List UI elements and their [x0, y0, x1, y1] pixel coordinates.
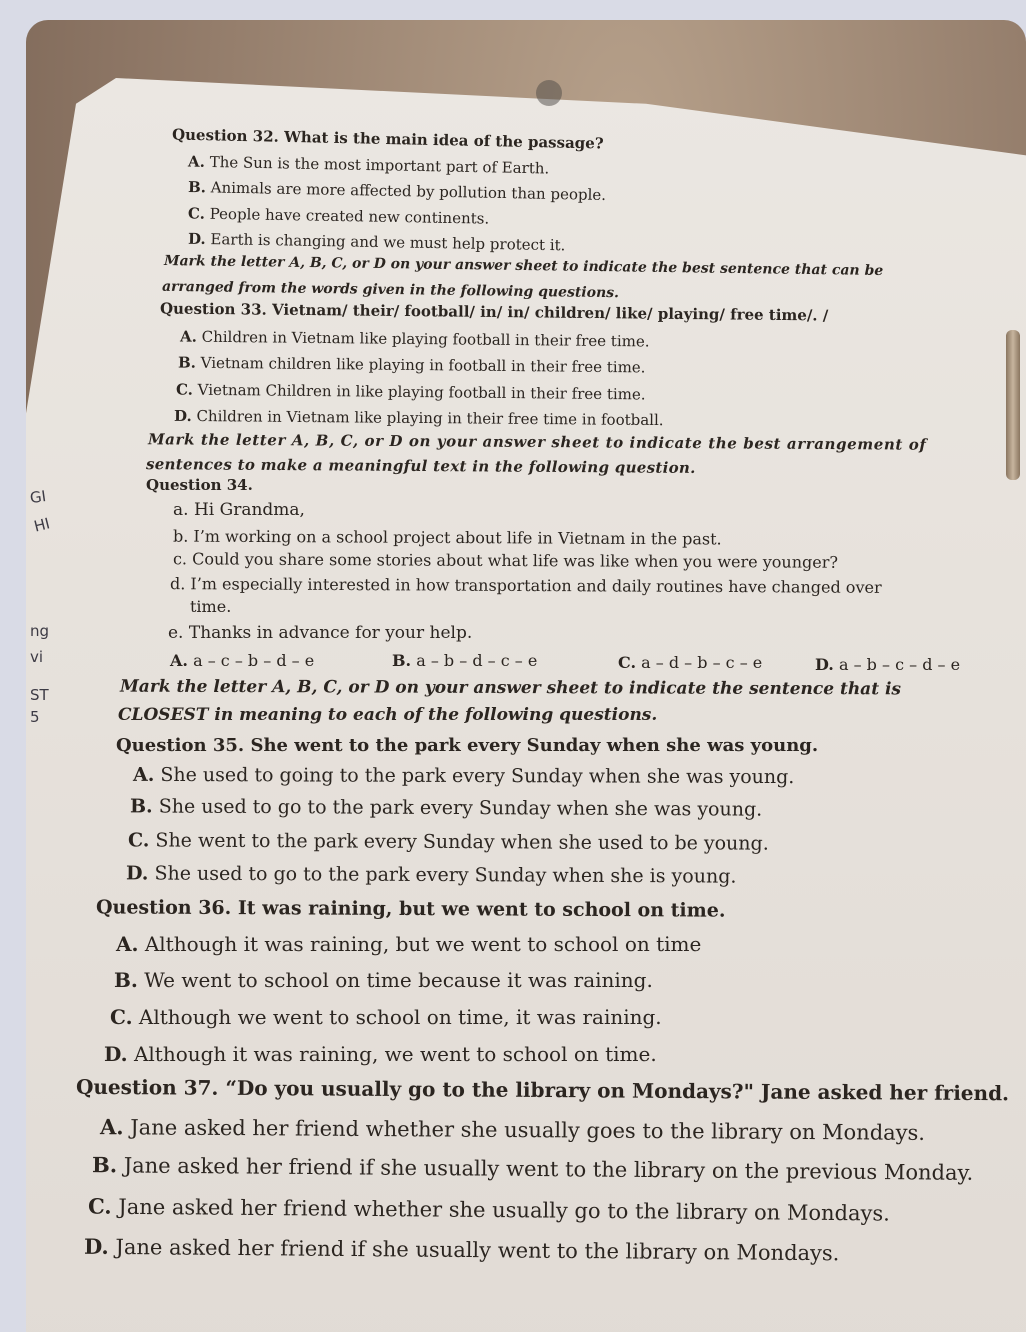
q37-option-c[interactable]: C. Jane asked her friend whether she usually go to the library on Mondays. — [87, 1193, 890, 1226]
q34-option-b[interactable]: B. a – b – d – c – e — [392, 651, 538, 670]
q37-option-a[interactable]: A. Jane asked her friend whether she usually goes to the library on Mondays. — [99, 1114, 926, 1145]
q35-option-a[interactable]: A. She used to going to the park every Sunday when she was young. — [132, 763, 795, 789]
q37-option-d[interactable]: D. Jane asked her friend if she usually went to the library on Mondays. — [83, 1233, 840, 1266]
q36-option-b[interactable]: B. We went to school on time because it was raining. — [114, 968, 653, 992]
q35-option-d[interactable]: D. She used to go to the park every Sunday when she is young. — [125, 862, 737, 888]
q34-item-b: b. I’m working on a school project about life in Vietnam in the past. — [172, 526, 722, 549]
q35-option-b[interactable]: B. She used to go to the park every Sunday when she was young. — [129, 795, 763, 821]
q33-option-a[interactable]: A. Children in Vietnam like playing football in their free time. — [179, 327, 650, 351]
q35-option-c[interactable]: C. She went to the park every Sunday when she used to be young. — [127, 829, 769, 855]
question-35-stem: Question 35. She went to the park every Sunday when she was young. — [116, 735, 819, 756]
q33-option-d[interactable]: D. Children in Vietnam like playing in their free time in football. — [173, 406, 664, 430]
margin-fragment: GI — [28, 486, 48, 508]
q34-item-c: c. Could you share some stories about what life was like when you were younger? — [172, 549, 839, 572]
question-36-stem: Question 36. It was raining, but we went to school on time. — [95, 896, 726, 922]
margin-fragment: vi — [30, 648, 44, 666]
instruction-arrange-words-2: arranged from the words given in the following questions. — [161, 278, 620, 302]
q36-option-c[interactable]: C. Although we went to school on time, it was raining. — [110, 1005, 662, 1029]
q34-item-d: d. I’m especially interested in how transportation and daily routines have changed over — [169, 574, 882, 597]
margin-fragment: 5 — [30, 708, 40, 726]
q34-item-a: a. Hi Grandma, — [173, 500, 305, 520]
question-32-stem: Question 32. What is the main idea of the passage? — [171, 125, 604, 153]
q37-option-b[interactable]: B. Jane asked her friend if she usually went to the library on the previous Monday. — [91, 1152, 974, 1185]
q32-option-c[interactable]: C. People have created new continents. — [187, 204, 490, 228]
q32-option-d[interactable]: D. Earth is changing and we must help protect it. — [187, 229, 566, 255]
q32-option-b[interactable]: B. Animals are more affected by pollution than people. — [187, 177, 607, 205]
question-37-stem: Question 37. “Do you usually go to the library on Mondays?" Jane asked her friend. — [75, 1074, 1010, 1106]
q33-option-b[interactable]: B. Vietnam children like playing in football in their free time. — [177, 353, 646, 377]
margin-fragment: HI — [32, 514, 52, 536]
q34-option-d[interactable]: D. a – b – c – d – e — [815, 655, 961, 674]
margin-fragment: ST — [30, 686, 49, 704]
q34-item-d-cont: time. — [190, 597, 232, 616]
instruction-arrange-text-1: Mark the letter A, B, C, or D on your answer sheet to indicate the best arrangement of — [147, 430, 927, 454]
instruction-arrange-words-1: Mark the letter A, B, C, or D on your answer sheet to indicate the best sentence that can be — [163, 252, 884, 280]
question-33-stem: Question 33. Vietnam/ their/ football/ in/ in/ children/ like/ playing/ free time/. / — [159, 299, 829, 325]
q33-option-c[interactable]: C. Vietnam Children in like playing football in their free time. — [175, 380, 646, 404]
instruction-closest-meaning-2: CLOSEST in meaning to each of the following questions. — [118, 705, 658, 725]
q34-option-c[interactable]: C. a – d – b – c – e — [618, 653, 763, 672]
margin-fragment: ng — [30, 622, 50, 640]
q36-option-a[interactable]: A. Although it was raining, but we went to school on time — [116, 932, 702, 956]
q36-option-d[interactable]: D. Although it was raining, we went to school on time. — [104, 1042, 657, 1066]
question-34-stem: Question 34. — [146, 476, 253, 494]
q34-option-a[interactable]: A. a – c – b – d – e — [170, 651, 315, 670]
q32-option-a[interactable]: A. The Sun is the most important part of Earth. — [187, 152, 550, 178]
instruction-arrange-text-2: sentences to make a meaningful text in the following question. — [145, 455, 696, 477]
q34-item-e: e. Thanks in advance for your help. — [168, 623, 473, 643]
instruction-closest-meaning-1: Mark the letter A, B, C, or D on your answer sheet to indicate the sentence that is — [119, 676, 902, 700]
